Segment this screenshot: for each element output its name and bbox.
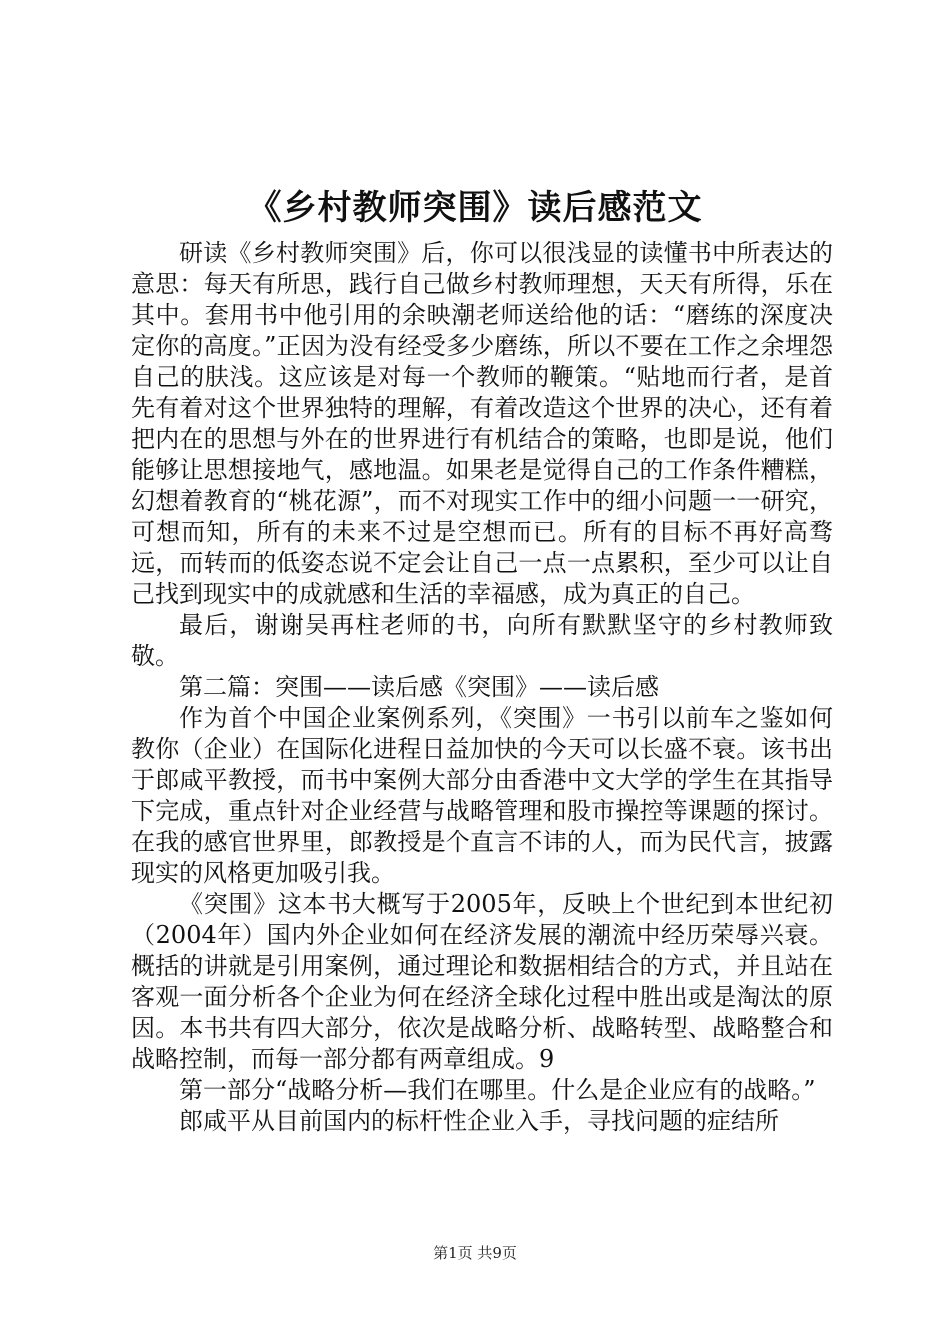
page-footer: 第1页 共9页 bbox=[433, 1244, 517, 1262]
paragraph-6: 郎咸平从目前国内的标杆性企业入手，寻找问题的症结所 bbox=[179, 1107, 779, 1135]
paragraph-5: 第一部分“战略分析—我们在哪里。什么是企业应有的战略。” bbox=[179, 1076, 816, 1104]
paragraph-4: 《突围》这本书大概写于2005年，反映上个世纪到本世纪初（2004年）国内外企业如何在经济发展的潮流中经历荣辱兴衰。概括的讲就是引用案例，通过理论和数据相结合的方式，并且站在客观一面分析各个企业为何在经济全球化过程中胜出或是淘汰的原因。本书共有四大部分，依次是战略分析、战略转型、战略整合和战略控制，而每一部分都有两章组成。9 bbox=[131, 890, 833, 1073]
paragraph-1: 研读《乡村教师突围》后，你可以很浅显的读懂书中所表达的意思：每天有所思，践行自己做乡村教师理想，天天有所得，乐在其中。套用书中他引用的余映潮老师送给他的话：“磨练的深度决定你的高度。”正因为没有经受多少磨练，所以不要在工作之余埋怨自己的肤浅。这应该是对每一个教师的鞭策。“贴地而行者，是首先有着对这个世界独特的理解，有着改造这个世界的决心，还有着把内在的思想与外在的世界进行有机结合的策略，也即是说，他们能够让思想接地气，感地温。如果老是觉得自己的工作条件糟糕，幻想着教育的“桃花源”，而不对现实工作中的细小问题一一研究，可想而知，所有的未来不过是空想而已。所有的目标不再好高骛远，而转而的低姿态说不定会让自己一点一点累积，至少可以让自己找到现实中的成就感和生活的幸福感，成为真正的自己。 bbox=[131, 239, 833, 608]
document-body bbox=[131, 238, 833, 1137]
section-heading-2: 第二篇：突围——读后感《突围》——读后感 bbox=[179, 673, 659, 701]
paragraph-3: 作为首个中国企业案例系列，《突围》一书引以前车之鉴如何教你（企业）在国际化进程日益加快的今天可以长盛不衰。该书出于郎咸平教授，而书中案例大部分由香港中文大学的学生在其指导下完成，重点针对企业经营与战略管理和股市操控等课题的探讨。在我的感官世界里，郎教授是个直言不讳的人，而为民代言，披露现实的风格更加吸引我。 bbox=[131, 704, 833, 887]
paragraph-2: 最后，谢谢吴再柱老师的书，向所有默默坚守的乡村教师致敬。 bbox=[131, 611, 833, 670]
document-title: 《乡村教师突围》读后感范文 bbox=[247, 188, 703, 228]
